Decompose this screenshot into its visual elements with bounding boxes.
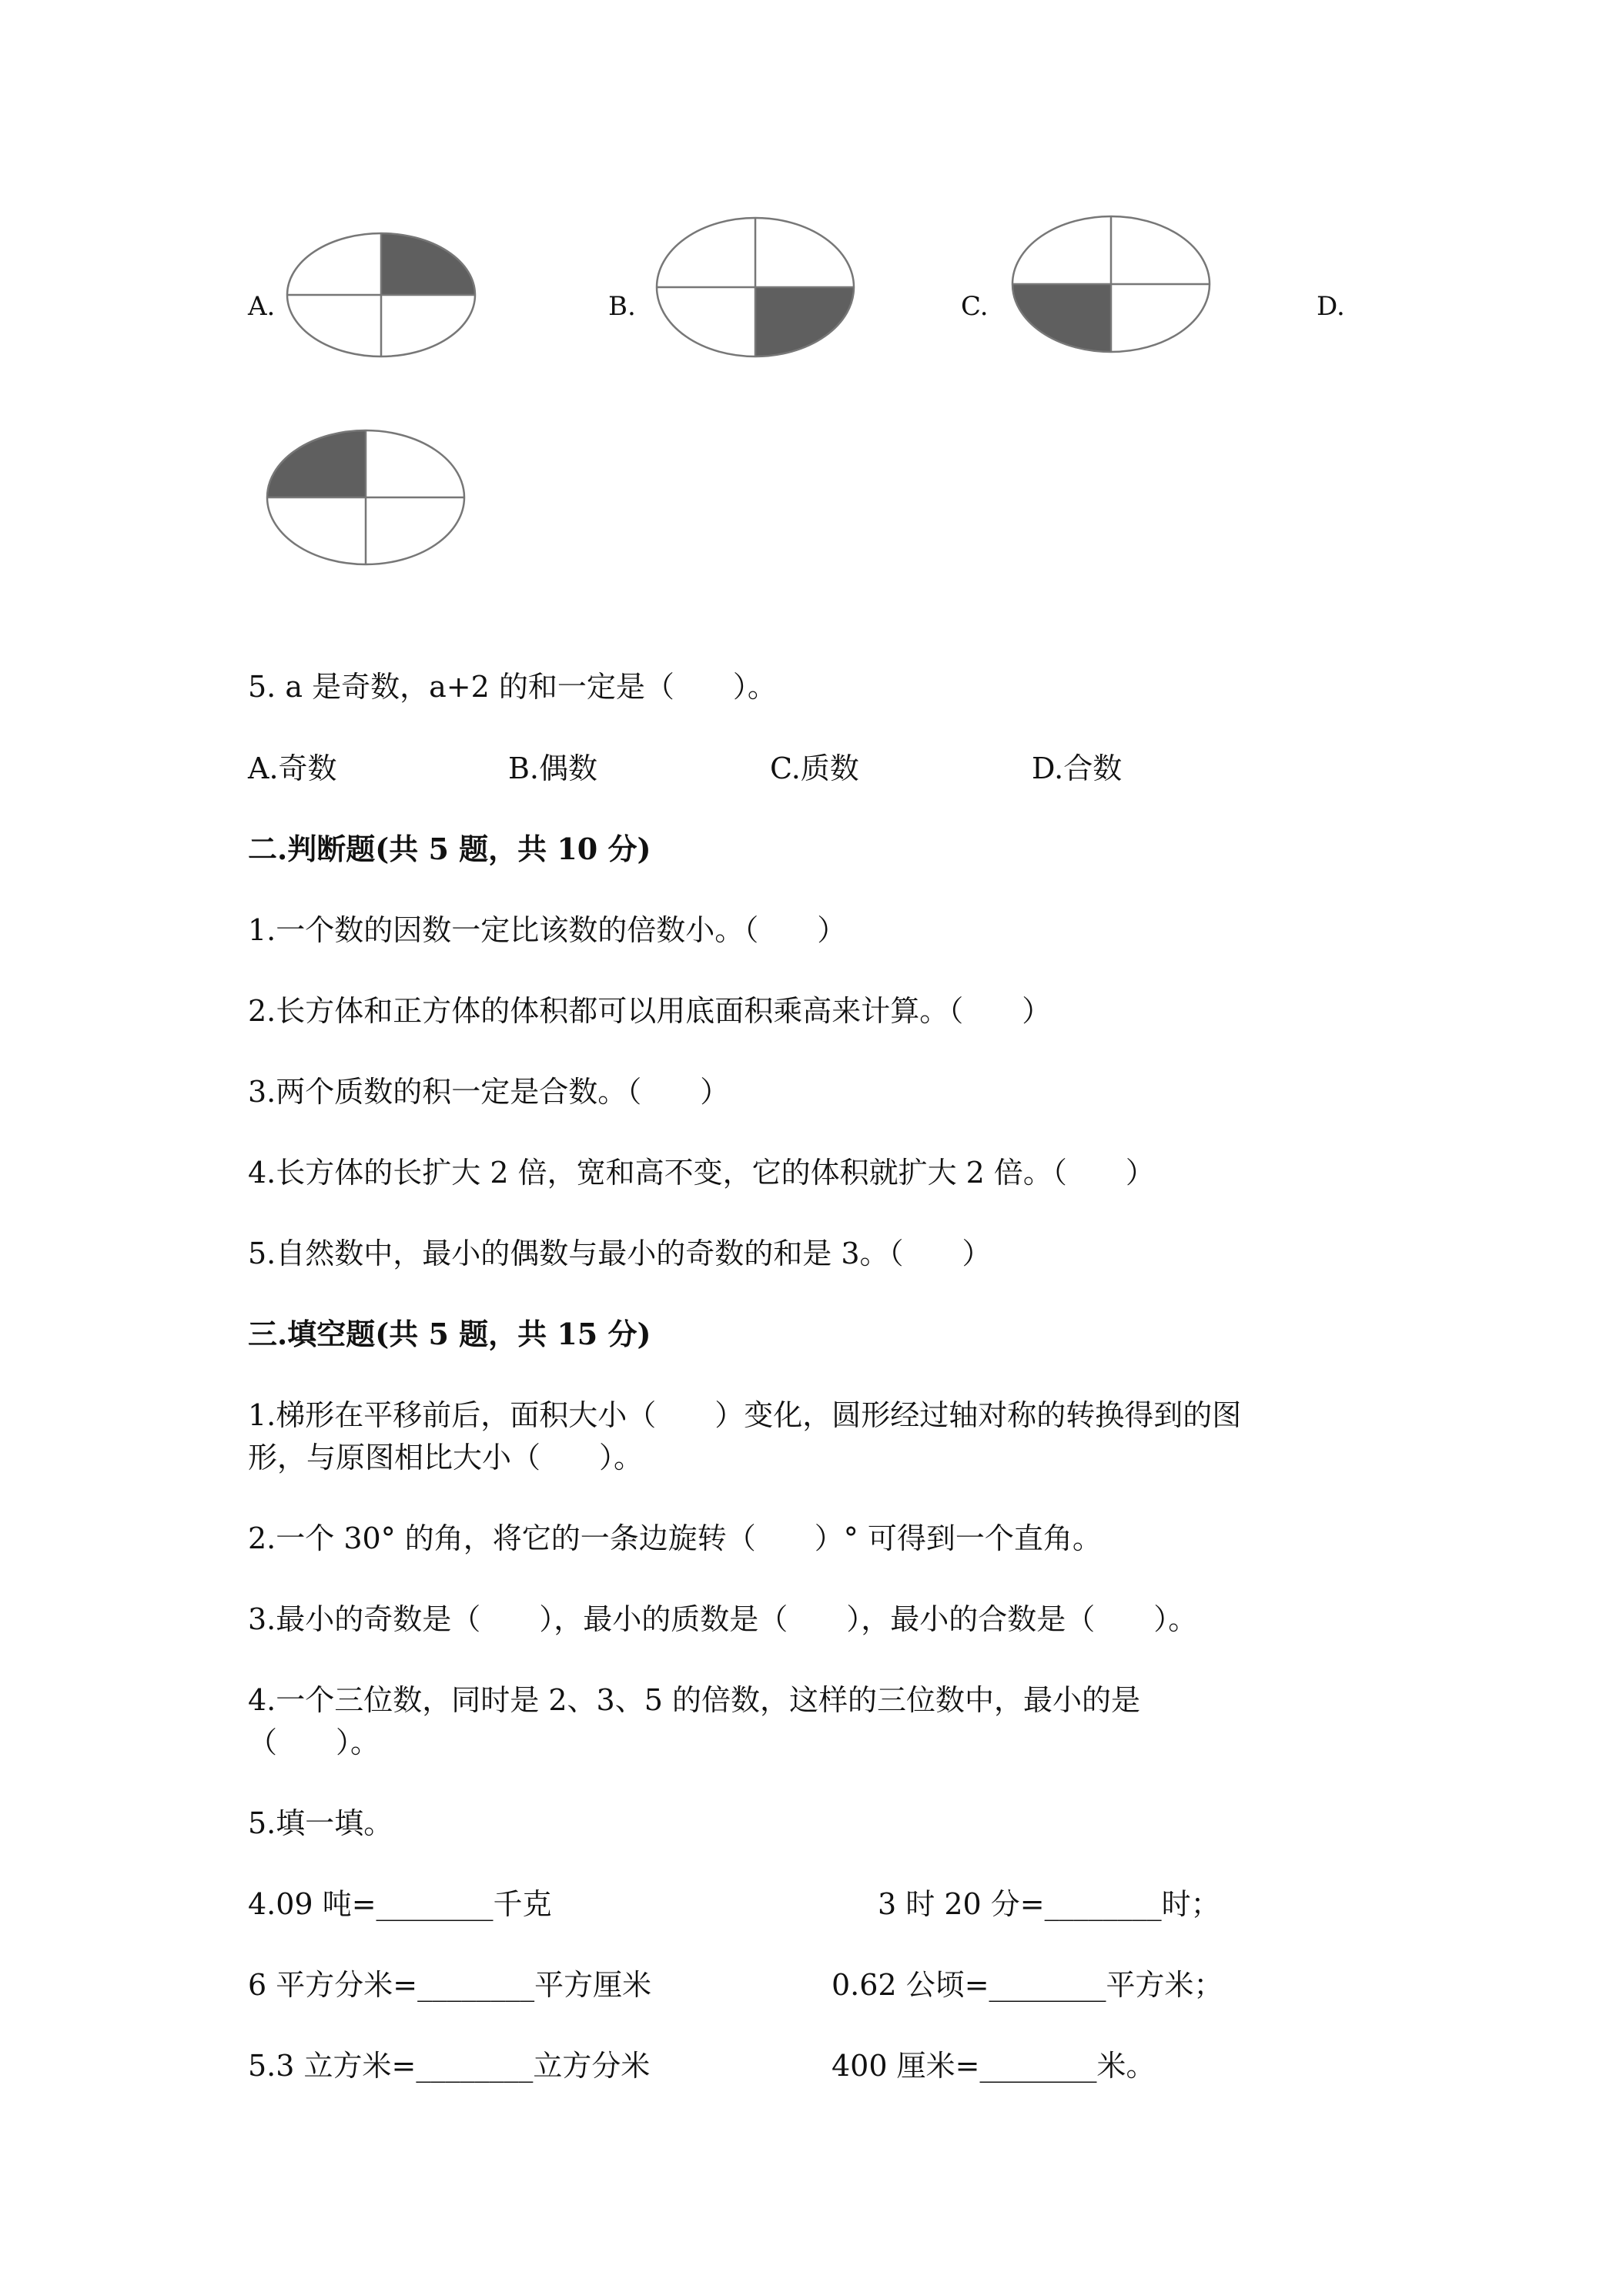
fill-row-3-right: 400 厘米=________米。 — [832, 2049, 1156, 2083]
fill-row-3-left: 5.3 立方米=________立方分米 — [248, 2049, 651, 2083]
shaded-quadrant — [1012, 284, 1111, 352]
shaded-quadrant — [755, 287, 854, 356]
section-3-item-1-line-2: 形，与原图相比大小（ ）。 — [248, 1441, 644, 1474]
section-3-item-1-line-1: 1.梯形在平移前后，面积大小（ ）变化，圆形经过轴对称的转换得到的图 — [248, 1398, 1242, 1432]
section-2-title: 二.判断题(共 5 题，共 10 分) — [248, 832, 651, 866]
option-d-label: D. — [1317, 291, 1345, 322]
section-2-item-3: 3.两个质数的积一定是合数。（ ） — [248, 1075, 730, 1109]
fill-row-1-right: 3 时 20 分=________时； — [878, 1887, 1220, 1921]
fill-row-1-left: 4.09 吨=________千克 — [248, 1887, 552, 1921]
fill-row-2-right: 0.62 公顷=________平方米； — [832, 1968, 1223, 2002]
option-a-label: A. — [248, 291, 276, 322]
ellipse-figure-a — [285, 231, 477, 359]
section-2-item-5: 5.自然数中，最小的偶数与最小的奇数的和是 3。（ ） — [248, 1237, 992, 1270]
shaded-quadrant — [267, 430, 366, 497]
ellipse-figure-d — [265, 428, 467, 567]
ellipse-figure-c — [1010, 214, 1212, 354]
question-5-text: 5. a 是奇数，a+2 的和一定是（ ）。 — [248, 670, 777, 704]
section-3-item-4-line-1: 4.一个三位数，同时是 2、3、5 的倍数，这样的三位数中，最小的是 — [248, 1683, 1140, 1717]
q5-option-a: A.奇数 — [248, 751, 337, 785]
section-3-item-3: 3.最小的奇数是（ ），最小的质数是（ ），最小的合数是（ ）。 — [248, 1602, 1198, 1636]
section-3-title: 三.填空题(共 5 题，共 15 分) — [248, 1317, 651, 1351]
section-2-item-4: 4.长方体的长扩大 2 倍，宽和高不变，它的体积就扩大 2 倍。（ ） — [248, 1156, 1155, 1190]
fill-row-2-left: 6 平方分米=________平方厘米 — [248, 1968, 652, 2002]
section-3-item-5: 5.填一填。 — [248, 1806, 393, 1840]
section-3-item-2: 2.一个 30° 的角，将它的一条边旋转（ ）° 可得到一个直角。 — [248, 1521, 1102, 1555]
q5-option-c: C.质数 — [770, 751, 859, 785]
q5-option-b: B.偶数 — [508, 751, 598, 785]
section-3-item-4-line-2: （ ）。 — [248, 1725, 380, 1759]
section-2-item-2: 2.长方体和正方体的体积都可以用底面积乘高来计算。（ ） — [248, 994, 1052, 1028]
ellipse-figure-b — [654, 216, 856, 359]
option-b-label: B. — [608, 291, 636, 322]
option-c-label: C. — [961, 291, 989, 322]
section-2-item-1: 1.一个数的因数一定比该数的倍数小。（ ） — [248, 913, 847, 947]
q5-option-d: D.合数 — [1032, 751, 1123, 785]
